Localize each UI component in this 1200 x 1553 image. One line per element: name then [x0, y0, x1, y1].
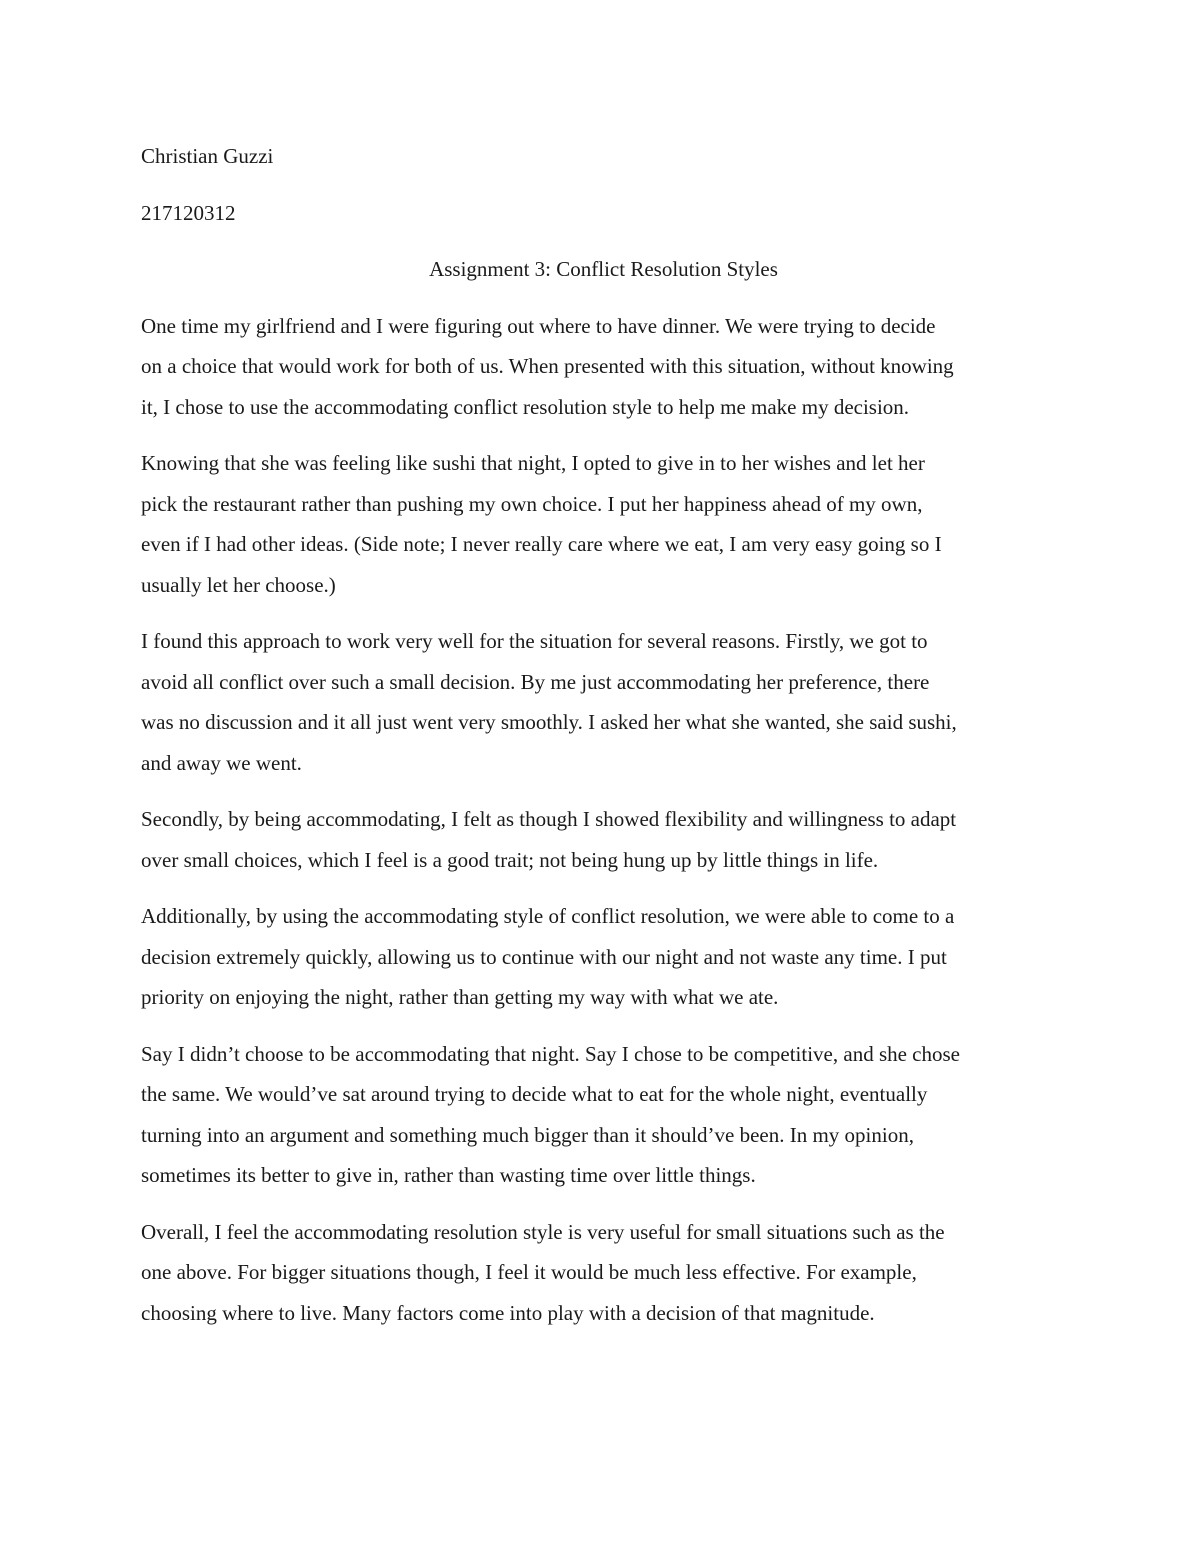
- paragraph-6: [141, 1034, 1066, 1196]
- paragraph-5: [141, 896, 1066, 1018]
- author-name: Christian Guzzi: [141, 144, 274, 168]
- paragraph-line: Secondly, by being accommodating, I felt as though I showed flexibility and willingness to adapt: [141, 807, 957, 831]
- paragraph-3: [141, 621, 1066, 783]
- paragraph-line: Knowing that she was feeling like sushi that night, I opted to give in to her wishes and let her: [141, 451, 925, 475]
- paragraph-line: even if I had other ideas. (Side note; I never really care where we eat, I am very easy going so I: [141, 532, 942, 556]
- paragraph-line: priority on enjoying the night, rather than getting my way with what we ate.: [141, 985, 779, 1009]
- paragraph-line: Additionally, by using the accommodating style of conflict resolution, we were able to come to a: [141, 904, 955, 928]
- paragraph-line: choosing where to live. Many factors come into play with a decision of that magnitude.: [141, 1300, 875, 1325]
- paragraph-line: I found this approach to work very well for the situation for several reasons. Firstly, we got to: [141, 629, 928, 653]
- paragraph-line: it, I chose to use the accommodating conflict resolution style to help me make my decision.: [141, 394, 910, 419]
- student-id: 217120312: [141, 200, 236, 225]
- paragraph-line: and away we went.: [141, 750, 302, 775]
- paragraph-line: the same. We would’ve sat around trying to decide what to eat for the whole night, eventually: [141, 1082, 928, 1106]
- paragraph-line: sometimes its better to give in, rather than wasting time over little things.: [141, 1163, 756, 1187]
- paragraph-line: One time my girlfriend and I were figuring out where to have dinner. We were trying to decide: [141, 313, 936, 338]
- paragraph-line: one above. For bigger situations though, I feel it would be much less effective. For example,: [141, 1260, 917, 1284]
- paragraph-line: on a choice that would work for both of us. When presented with this situation, without knowing: [141, 354, 954, 378]
- paragraph-line: decision extremely quickly, allowing us to continue with our night and not waste any time. I put: [141, 944, 947, 969]
- paragraph-line: Say I didn’t choose to be accommodating that night. Say I chose to be competitive, and she chose: [141, 1041, 960, 1066]
- paragraph-line: Overall, I feel the accommodating resolution style is very useful for small situations such as the: [141, 1219, 945, 1244]
- paragraph-line: was no discussion and it all just went very smoothly. I asked her what she wanted, she said sushi,: [141, 710, 957, 734]
- paragraph-4: [141, 799, 1066, 880]
- paragraph-line: usually let her choose.): [141, 572, 336, 597]
- paragraph-line: avoid all conflict over such a small decision. By me just accommodating her preference, there: [141, 669, 930, 694]
- assignment-title: Assignment 3: Conflict Resolution Styles: [429, 257, 778, 281]
- paragraph-line: turning into an argument and something much bigger than it should’ve been. In my opinion,: [141, 1122, 914, 1147]
- paragraph-line: pick the restaurant rather than pushing my own choice. I put her happiness ahead of my own,: [141, 491, 923, 516]
- document-body: [141, 136, 1066, 1349]
- paragraph-2: [141, 443, 1066, 605]
- paragraph-7: [141, 1212, 1066, 1334]
- paragraph-1: [141, 306, 1066, 428]
- paragraph-line: over small choices, which I feel is a good trait; not being hung up by little things in life.: [141, 847, 879, 872]
